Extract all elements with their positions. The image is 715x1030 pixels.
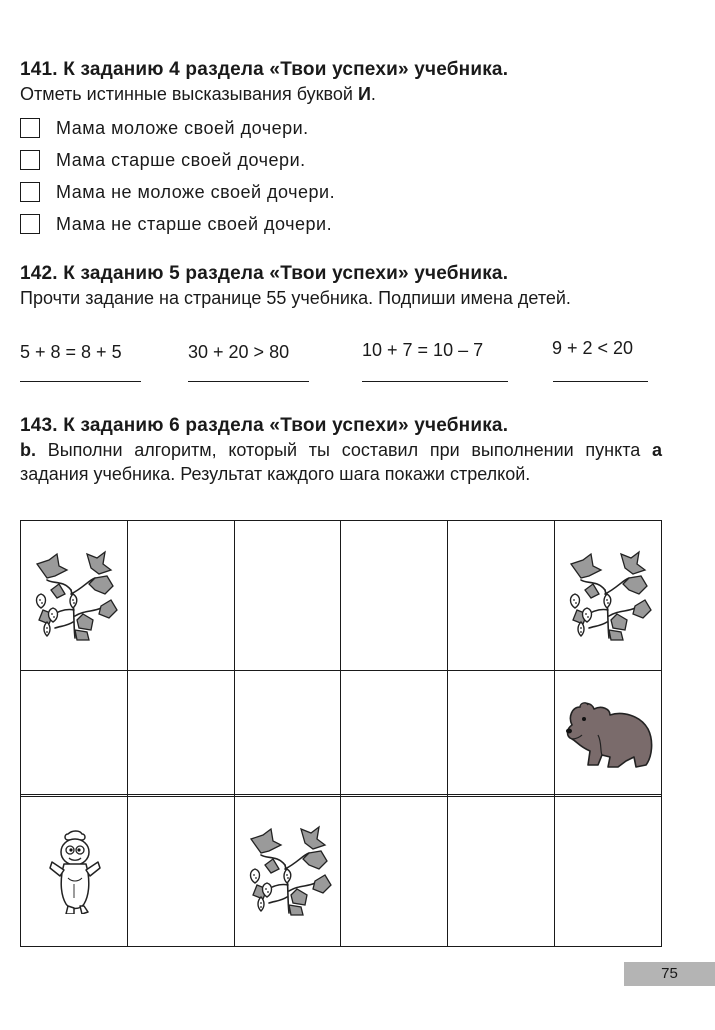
grid-cell[interactable] [341, 796, 448, 946]
task-143-instruction-text: Выполни алгоритм, который ты составил при выполнении пункта [36, 440, 652, 460]
strawberry-bush-icon [29, 550, 119, 642]
name-answer-line[interactable] [20, 381, 141, 382]
name-answer-line[interactable] [362, 381, 508, 382]
statement-text: Мама не моложе своей дочери. [56, 181, 336, 202]
grid-cell[interactable] [127, 521, 234, 671]
grid-cell[interactable] [341, 671, 448, 795]
expression: 5 + 8 = 8 + 5 [20, 342, 122, 362]
grid-row [21, 671, 662, 795]
grid-cell[interactable] [448, 671, 555, 795]
grid-row [21, 796, 662, 946]
bear-icon [558, 695, 658, 771]
task-141-instruction-text: Отметь истинные высказывания буквой [20, 84, 358, 104]
expression: 9 + 2 < 20 [552, 338, 634, 358]
statement-text: Мама не старше своей дочери. [56, 213, 333, 234]
task-143-instruction-letter: а [651, 440, 662, 460]
task-143-title: 143. К заданию 6 раздела «Твои успехи» учебника. [20, 415, 509, 436]
task-142-instruction: Прочти задание на странице 55 учебника. Подпиши имена детей. [20, 288, 571, 308]
grid-cell[interactable] [448, 521, 555, 671]
grid-cell[interactable] [448, 796, 555, 946]
grid-cell[interactable] [127, 671, 234, 795]
statement-item [20, 208, 662, 240]
grid-cell[interactable] [341, 521, 448, 671]
statement-checkbox[interactable] [20, 182, 40, 202]
expression: 10 + 7 = 10 – 7 [362, 340, 484, 360]
grid-cell[interactable] [234, 796, 341, 946]
expression-row [20, 338, 662, 388]
statement-text: Мама старше своей дочери. [56, 149, 306, 170]
task-142 [20, 262, 662, 362]
task-141-title: 141. К заданию 4 раздела «Твои успехи» учебника. [20, 59, 509, 80]
task-141-instruction [20, 82, 662, 106]
statement-item [20, 176, 662, 208]
task-143-instruction-text-end: задания учебника. Результат каждого шага покажи стрелкой. [20, 464, 531, 484]
task-143-part-label: b. [20, 440, 36, 460]
task-142-title: 142. К заданию 5 раздела «Твои успехи» учебника. [20, 263, 509, 284]
grid-cell[interactable] [555, 796, 662, 946]
statement-checkbox[interactable] [20, 118, 40, 138]
grid-cell[interactable] [555, 671, 662, 795]
page-number: 75 [624, 962, 715, 986]
task-141-instruction-letter: И [357, 84, 371, 104]
grid-cell[interactable] [21, 521, 128, 671]
task-141 [20, 58, 662, 240]
statement-item [20, 112, 662, 144]
strawberry-bush-icon [243, 825, 333, 917]
task-143-instruction [20, 438, 662, 486]
strawberry-bush-icon [563, 550, 653, 642]
grid-cell[interactable] [234, 671, 341, 795]
cartoon-figure-icon [46, 828, 102, 914]
grid-cell[interactable] [21, 796, 128, 946]
statement-list [20, 112, 662, 240]
grid-cell[interactable] [21, 671, 128, 795]
algorithm-grid [20, 520, 662, 947]
statement-text: Мама моложе своей дочери. [56, 117, 309, 138]
task-141-instruction-end: . [370, 84, 376, 104]
expression: 30 + 20 > 80 [188, 342, 290, 362]
statement-item [20, 144, 662, 176]
statement-checkbox[interactable] [20, 214, 40, 234]
grid-row [21, 521, 662, 671]
name-answer-line[interactable] [188, 381, 309, 382]
grid-cell[interactable] [127, 796, 234, 946]
statement-checkbox[interactable] [20, 150, 40, 170]
grid-cell[interactable] [234, 521, 341, 671]
grid-cell[interactable] [555, 521, 662, 671]
name-answer-line[interactable] [553, 381, 648, 382]
task-143 [20, 414, 662, 486]
